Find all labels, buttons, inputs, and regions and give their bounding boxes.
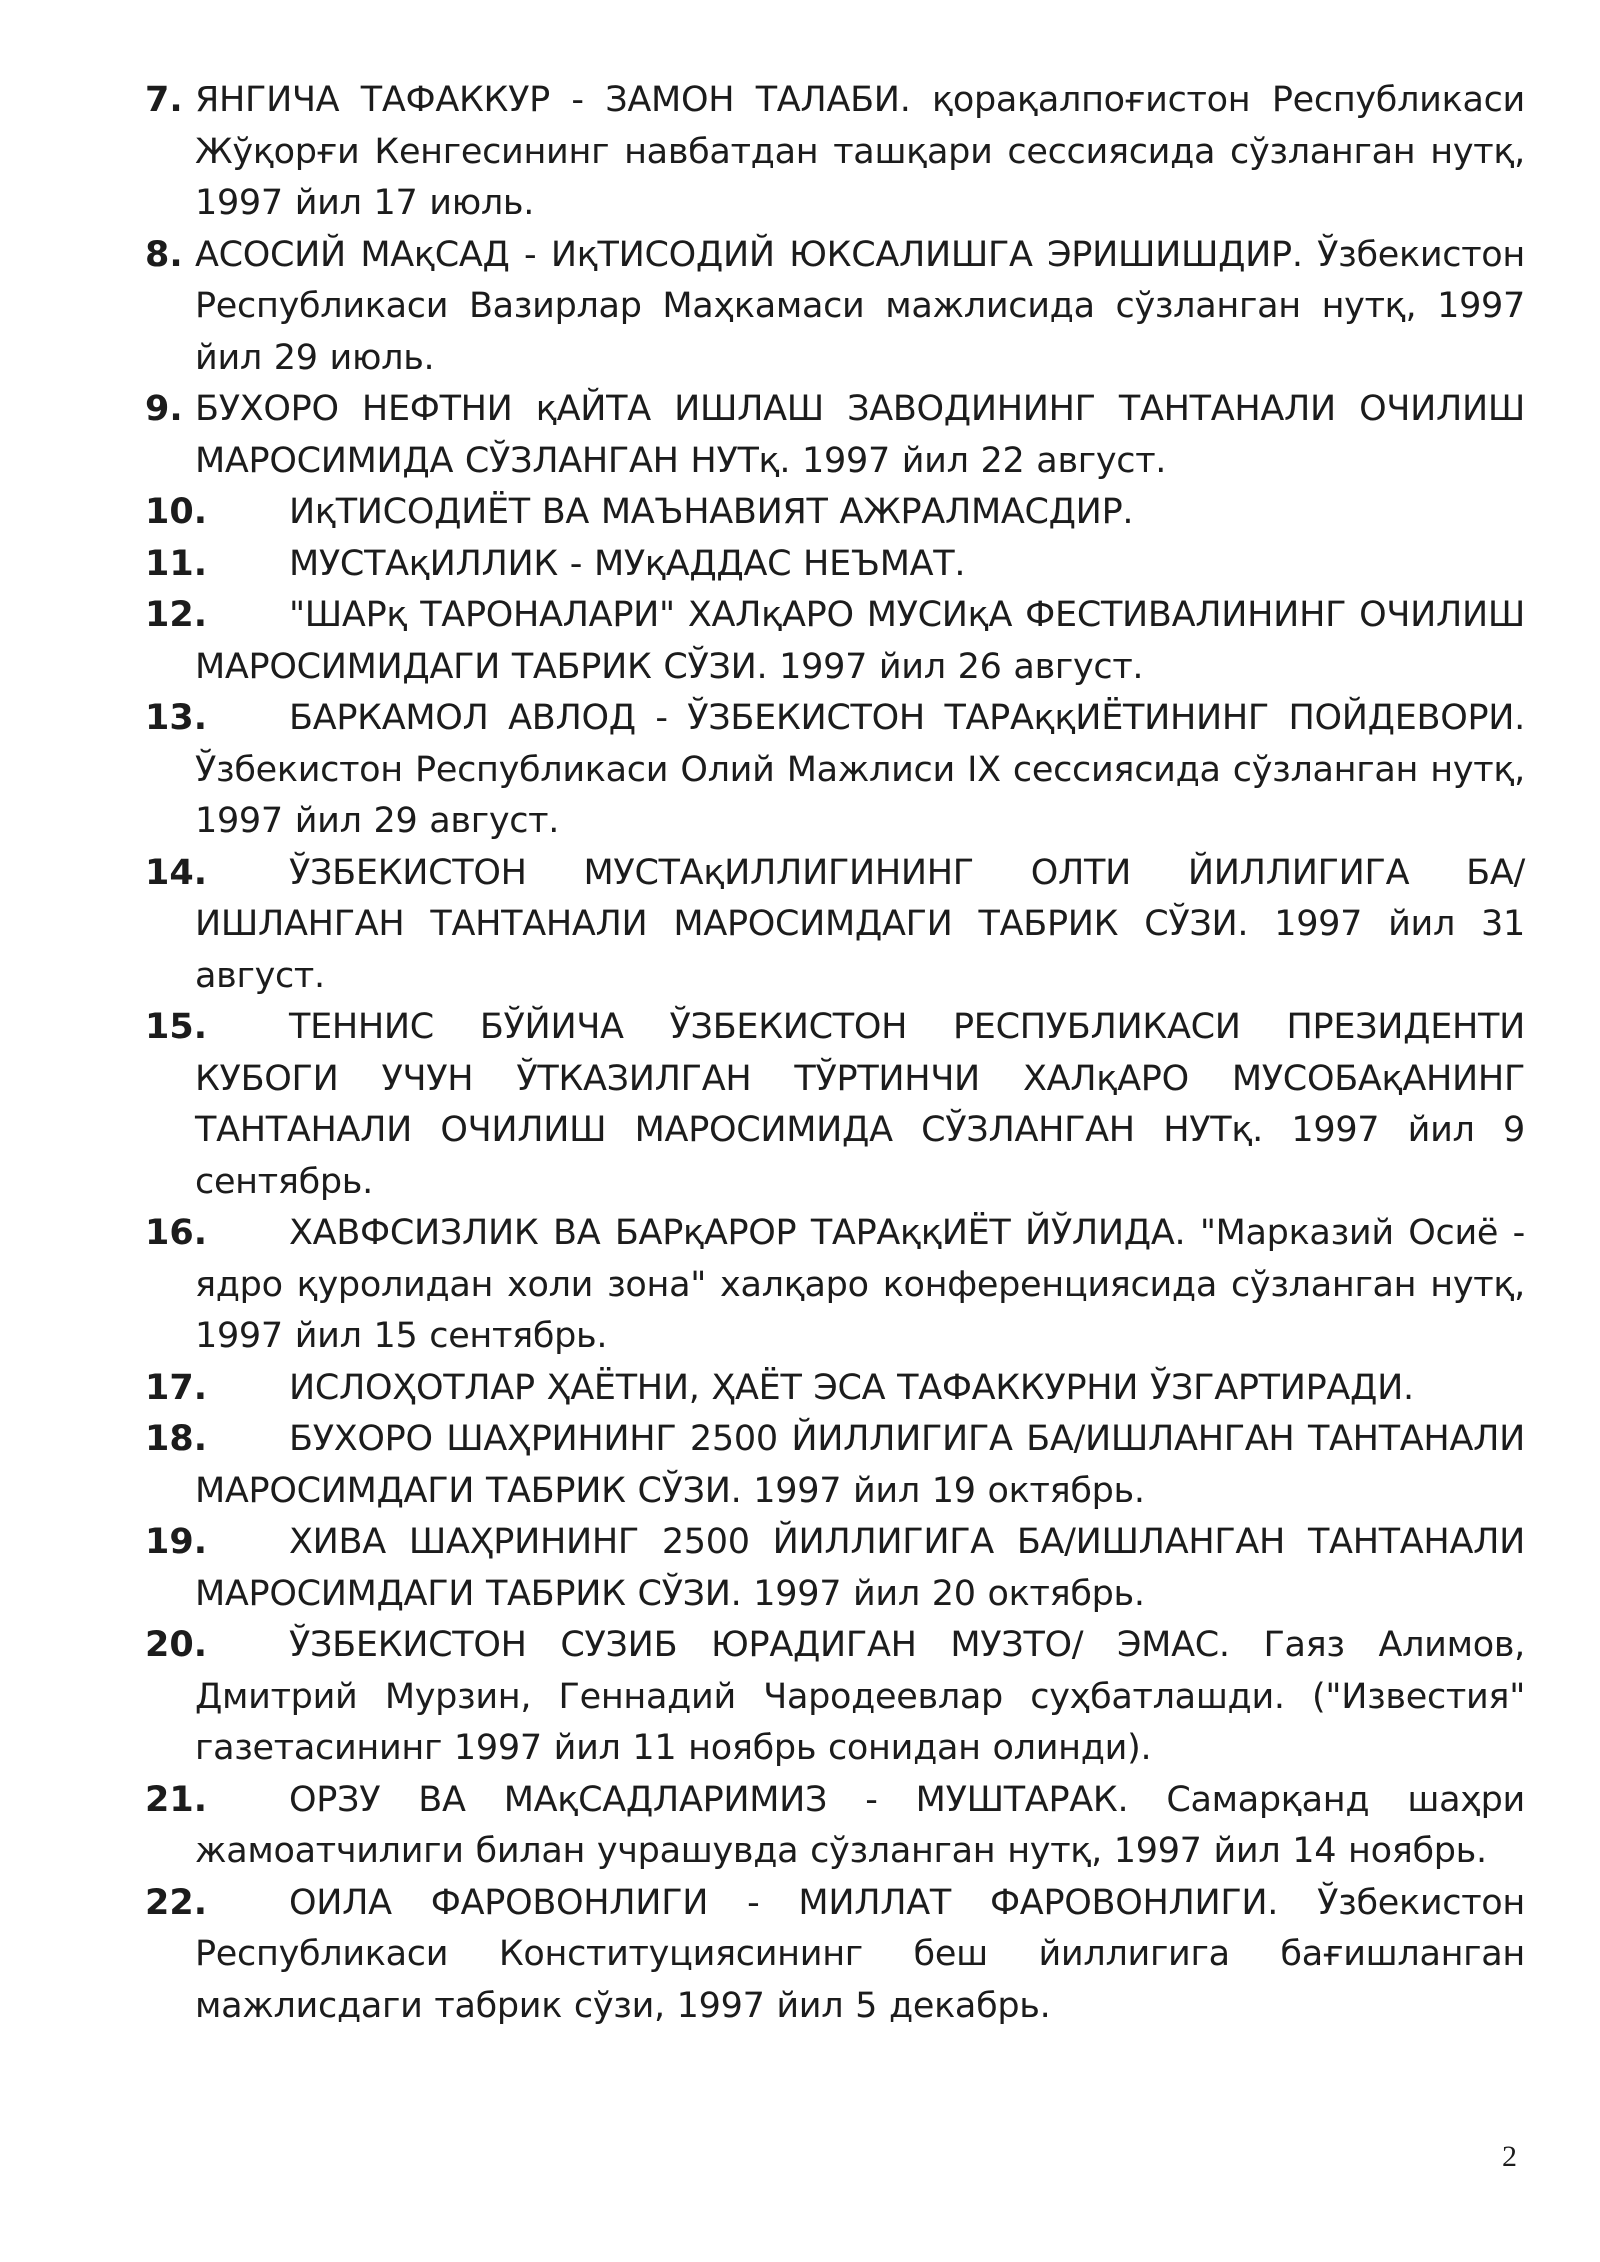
item-text: ОРЗУ ВА МАқСАДЛАРИМИЗ - МУШТАРАК. Самарқанд шаҳри жамоатчилиги билан учрашувда сўзланган нутқ, 1997 йил 14 ноябрь. [195,1779,1525,1871]
item-number: 8. [145,234,183,275]
item-text: ЎЗБЕКИСТОН МУСТАқИЛЛИГИНИНГ ОЛТИ ЙИЛЛИГИГА БА/ИШЛАНГАН ТАНТАНАЛИ МАРОСИМДАГИ ТАБРИК СЎЗИ. 1997 йил 31 август. [195,852,1525,996]
list-item [145,1414,1525,1517]
item-number: 10. [145,492,208,532]
item-text: БУХОРО ШАҲРИНИНГ 2500 ЙИЛЛИГИГА БА/ИШЛАНГАН ТАНТАНАЛИ МАРОСИМДАГИ ТАБРИК СЎЗИ. 1997 йил 19 октябрь. [195,1419,1525,1511]
item-text: БУХОРО НЕФТНИ қАЙТА ИШЛАШ ЗАВОДИНИНГ ТАНТАНАЛИ ОЧИЛИШ МАРОСИМИДА СЎЗЛАНГАН НУТқ. 1997 йил 22 август. [195,389,1525,481]
item-number: 19. [145,1522,208,1562]
item-text: ИқТИСОДИЁТ ВА МАЪНАВИЯТ АЖРАЛМАСДИР. [289,492,1134,532]
item-text: МУСТАқИЛЛИК - МУқАДДАС НЕЪМАТ. [289,543,966,584]
item-text: ОИЛА ФАРОВОНЛИГИ - МИЛЛАТ ФАРОВОНЛИГИ. Ўзбекистон Республикаси Конституциясининг беш йиллигига бағишланган мажлисдаги табрик сўзи, 1997 йил 5 декабрь. [195,1882,1525,2026]
item-number: 22. [145,1882,208,1923]
list-item [145,1002,1525,1208]
page-number: 2 [1502,2140,1517,2173]
item-number: 13. [145,698,208,738]
list-item [145,230,1525,385]
item-text: ХАВФСИЗЛИК ВА БАРқАРОР ТАРАққИЁТ ЙЎЛИДА. "Марказий Осиё - ядро қуролидан холи зона" халқаро конференциясида сўзланган нутқ, 1997 йил 15 сентябрь. [195,1213,1525,1356]
item-number: 15. [145,1007,208,1047]
item-text: АСОСИЙ МАқСАД - ИқТИСОДИЙ ЮКСАЛИШГА ЭРИШИШДИР. Ўзбекистон Республикаси Вазирлар Маҳкамаси мажлисида сўзланган нутқ, 1997 йил 29 июль. [195,234,1525,378]
item-number: 12. [145,595,208,635]
list-item [145,1363,1525,1415]
item-text: "ШАРқ ТАРОНАЛАРИ" ХАЛқАРО МУСИқА ФЕСТИВАЛИНИНГ ОЧИЛИШ МАРОСИМИДАГИ ТАБРИК СЎЗИ. 1997 йил 26 август. [195,595,1525,687]
list-item [145,539,1525,591]
item-text: ТЕННИС БЎЙИЧА ЎЗБЕКИСТОН РЕСПУБЛИКАСИ ПРЕЗИДЕНТИ КУБОГИ УЧУН ЎТКАЗИЛГАН ТЎРТИНЧИ ХАЛқАРО МУСОБАқАНИНГ ТАНТАНАЛИ ОЧИЛИШ МАРОСИМИДА СЎЗЛАНГАН НУТқ. 1997 йил 9 сентябрь. [195,1007,1525,1202]
item-text: ХИВА ШАҲРИНИНГ 2500 ЙИЛЛИГИГА БА/ИШЛАНГАН ТАНТАНАЛИ МАРОСИМДАГИ ТАБРИК СЎЗИ. 1997 йил 20 октябрь. [195,1522,1525,1614]
item-number: 21. [145,1779,208,1820]
item-text: ЯНГИЧА ТАФАККУР - ЗАМОН ТАЛАБИ. қорақалпоғистон Республикаси Жўқорғи Кенгесининг навбатдан ташқари сессиясида сўзланган нутқ, 1997 йил 17 июль. [195,80,1525,223]
item-number: 9. [145,389,183,429]
list-item [145,848,1525,1003]
bibliography-list [145,75,1525,2032]
item-text: ИСЛОҲОТЛАР ҲАЁТНИ, ҲАЁТ ЭСА ТАФАККУРНИ ЎЗГАРТИРАДИ. [289,1367,1414,1408]
list-item [145,590,1525,693]
item-number: 14. [145,852,208,893]
list-item [145,1620,1525,1775]
item-number: 16. [145,1213,208,1253]
item-text: БАРКАМОЛ АВЛОД - ЎЗБЕКИСТОН ТАРАққИЁТИНИНГ ПОЙДЕВОРИ. Ўзбекистон Республикаси Олий Мажлиси IX сессиясида сўзланган нутқ, 1997 йил 29 август. [195,698,1525,841]
list-item [145,1878,1525,2033]
list-item [145,1208,1525,1363]
list-item [145,1775,1525,1878]
item-number: 20. [145,1625,208,1665]
item-number: 18. [145,1419,208,1459]
list-item [145,1517,1525,1620]
list-item [145,693,1525,848]
item-text: ЎЗБЕКИСТОН СУЗИБ ЮРАДИГАН МУЗТО/ ЭМАС. Гаяз Алимов, Дмитрий Мурзин, Геннадий Чародеевлар суҳбатлашди. ("Известия" газетасининг 1997 йил 11 ноябрь сонидан олинди). [195,1625,1525,1768]
list-item [145,384,1525,487]
list-item [145,75,1525,230]
list-item [145,487,1525,539]
item-number: 11. [145,543,208,584]
item-number: 7. [145,80,183,120]
item-number: 17. [145,1367,208,1408]
